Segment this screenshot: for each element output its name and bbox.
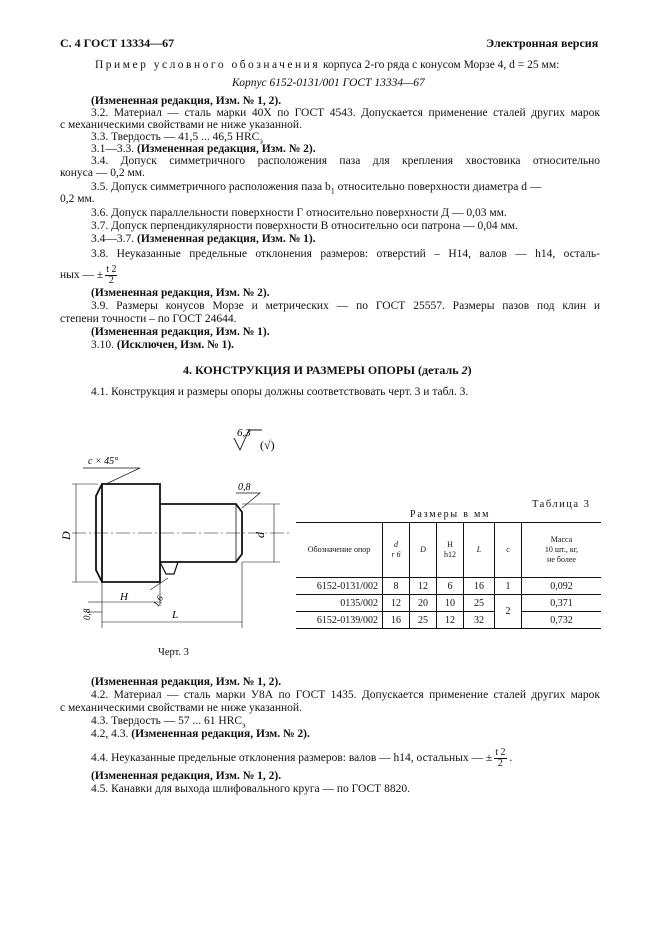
fraction — [494, 748, 506, 769]
cell-H: 12 — [437, 612, 464, 629]
heading-detail: 2 — [461, 363, 468, 377]
cell-H: 6 — [437, 578, 464, 595]
paragraph-3-9: 3.9. Размеры конусов Морзе и метрических — по ГОСТ 25557. Размеры пазов под клин и — [91, 300, 600, 312]
p35-text: 3.5. Допуск симметричного расположения паза b — [91, 181, 331, 193]
paragraph-3-4: 3.4. Допуск симметричного расположения паза для крепления хвостовика относительно — [91, 155, 600, 167]
paragraph-4-1: 4.1. Конструкция и размеры опоры должны соответствовать черт. 3 и табл. 3. — [91, 386, 469, 398]
dim-L-label: L — [172, 609, 179, 621]
cell-designation: 6152-0139/002 — [296, 612, 383, 629]
cell-mass: 0,371 — [522, 595, 602, 612]
revision-note: (Измененная редакция, Изм. № 1). — [91, 326, 270, 338]
example-line — [95, 59, 559, 72]
technical-drawing — [50, 418, 295, 638]
radius-label: 1,6 — [150, 593, 166, 609]
radius-leader — [150, 578, 168, 590]
paragraph-4-5: 4.5. Канавки для выхода шлифовального круга — по ГОСТ 8820. — [91, 783, 410, 795]
mass-line-1: Масса — [550, 535, 573, 544]
paragraph-3-9-cont: степени точности – по ГОСТ 24644. — [60, 313, 237, 325]
revision-note: (Измененная редакция, Изм. № 1). — [137, 233, 316, 245]
paragraph-3-7: 3.7. Допуск перпендикулярности поверхности В относительно оси патрона — 0,04 мм. — [91, 220, 518, 232]
chamfer-small-label: 0,8 — [238, 482, 251, 493]
header-H — [437, 523, 464, 578]
cell-L: 32 — [464, 612, 495, 629]
header-c: c — [495, 523, 522, 578]
header-D — [410, 523, 437, 578]
paragraph-3-5 — [91, 181, 600, 197]
table-row — [296, 612, 601, 629]
cell-D: 12 — [410, 578, 437, 595]
paragraph-3-2-cont: с механическими свойствами не ниже указанной. — [60, 119, 302, 131]
paragraph-4-2-4-3 — [91, 728, 310, 741]
section-4-heading — [183, 364, 472, 377]
cell-L: 25 — [464, 595, 495, 612]
header-H-symbol: H — [447, 540, 453, 549]
groove — [160, 562, 178, 574]
cell-mass: 0,732 — [522, 612, 602, 629]
range-label: 3.1—3.3. — [91, 143, 137, 155]
dim-d-label: d — [253, 532, 267, 538]
revision-note: (Измененная редакция, Изм. № 2). — [91, 287, 270, 299]
revision-note: (Измененная редакция, Изм. № 2). — [137, 143, 316, 155]
chamfer-small-leader — [236, 493, 260, 508]
revision-note: (Измененная редакция, Изм. № 1, 2). — [91, 770, 282, 782]
edge-label: 0,8 — [82, 608, 92, 620]
fraction — [105, 265, 117, 286]
heading-text: 4. КОНСТРУКЦИЯ И РАЗМЕРЫ ОПОРЫ (деталь — [183, 363, 462, 377]
excluded-note: (Исключен, Изм. № 1). — [116, 339, 235, 351]
table-subtitle: Размеры в мм — [410, 509, 491, 520]
paragraph-4-2-cont: с механическими свойствами не ниже указанной. — [60, 702, 302, 714]
mass-line-2: 10 шт., кг, — [544, 545, 579, 554]
cell-c: 2 — [495, 595, 522, 629]
hardness-text: 3.3. Твердость — 41,5 ... 46,5 HRC — [91, 131, 260, 143]
table-header-row — [296, 523, 601, 578]
cell-L: 16 — [464, 578, 495, 595]
range-label: 3.4—3.7. — [91, 233, 137, 245]
mass-line-3: не более — [547, 555, 576, 564]
header-H-tol: h12 — [444, 550, 456, 559]
hardness-sub: э — [242, 720, 246, 730]
tolerance-text: 4.4. Неуказанные предельные отклонения размеров: валов — h14, остальных — ± — [91, 752, 493, 765]
chamfer-leader — [83, 468, 140, 484]
paragraph-3-8-cont — [60, 265, 117, 286]
p35-text-2: относительно поверхности диаметра d — — [334, 181, 542, 193]
cell-D: 20 — [410, 595, 437, 612]
clause-number: 3.10. — [91, 339, 117, 351]
header-d-symbol: d — [394, 540, 398, 549]
revision-note: (Измененная редакция, Изм. № 2). — [131, 728, 310, 740]
paragraph-3-10 — [91, 339, 234, 352]
header-designation: Обозначение опор — [296, 523, 383, 578]
cell-designation: 6152-0131/002 — [296, 578, 383, 595]
header-d-tol: r 6 — [391, 550, 401, 559]
cell-d: 12 — [383, 595, 410, 612]
header-L — [464, 523, 495, 578]
revision-note: (Измененная редакция, Изм. № 1, 2). — [91, 95, 282, 107]
heading-close: ) — [467, 363, 472, 377]
fraction-numerator: t 2 — [106, 264, 117, 275]
paragraph-3-8: 3.8. Неуказанные предельные отклонения размеров: отверстий – Н14, валов — h14, осталь- — [91, 248, 600, 260]
dimensions-table — [296, 522, 601, 629]
cell-c: 1 — [495, 578, 522, 595]
tolerance-text: ных — ± — [60, 269, 104, 282]
table-row — [296, 595, 601, 612]
chamfer-label: c × 45° — [88, 456, 119, 467]
fraction-denominator: 2 — [108, 275, 114, 286]
header-D-symbol: D — [420, 545, 426, 554]
header-L-symbol: L — [476, 545, 482, 554]
period: . — [506, 752, 513, 765]
page-header-left: С. 4 ГОСТ 13334—67 — [60, 36, 175, 50]
fraction-denominator: 2 — [497, 758, 503, 769]
paragraph-4-4 — [91, 748, 512, 769]
revision-note: (Измененная редакция, Изм. № 1, 2). — [91, 676, 282, 688]
cell-designation: 0135/002 — [296, 595, 383, 612]
paragraph-3-4-3-7 — [91, 233, 316, 246]
paragraph-4-2: 4.2. Материал — сталь марки У8А по ГОСТ 1435. Допускается применение сталей других марок — [91, 689, 600, 701]
cell-mass: 0,092 — [522, 578, 602, 595]
roughness-mark: (√) — [260, 438, 275, 452]
p35-sub: 1 — [330, 186, 335, 196]
hardness-sub: э — [259, 136, 263, 146]
paragraph-3-6: 3.6. Допуск параллельности поверхности Г относительно поверхности Д — 0,03 мм. — [91, 207, 507, 219]
drawing-caption: Черт. 3 — [158, 647, 189, 658]
table-row — [296, 578, 601, 595]
hardness-text: 4.3. Твердость — 57 ... 61 HRC — [91, 715, 243, 727]
cell-d: 8 — [383, 578, 410, 595]
paragraph-3-5-cont: 0,2 мм. — [60, 193, 95, 205]
paragraph-3-4-cont: конуса — 0,2 мм. — [60, 167, 145, 179]
paragraph-3-2: 3.2. Материал — сталь марки 40Х по ГОСТ 4543. Допускается применение сталей других марок — [91, 107, 600, 119]
table-title: Таблица 3 — [532, 499, 591, 510]
example-designation: Корпус 6152-0131/001 ГОСТ 13334—67 — [232, 77, 425, 89]
cell-D: 25 — [410, 612, 437, 629]
range-label: 4.2, 4.3. — [91, 728, 132, 740]
cell-H: 10 — [437, 595, 464, 612]
roughness-value: 6,3 — [237, 427, 251, 439]
cell-d: 16 — [383, 612, 410, 629]
fraction-numerator: t 2 — [495, 747, 506, 758]
page-header-right: Электронная версия — [486, 36, 599, 50]
header-mass — [522, 523, 602, 578]
header-d — [383, 523, 410, 578]
example-rest: корпуса 2-го ряда с конусом Морзе 4, d = 25 мм: — [323, 59, 560, 71]
dim-H-label: H — [120, 591, 128, 603]
dim-D-label: D — [59, 531, 73, 540]
example-lead: Пример условного обозначения — [95, 59, 321, 71]
